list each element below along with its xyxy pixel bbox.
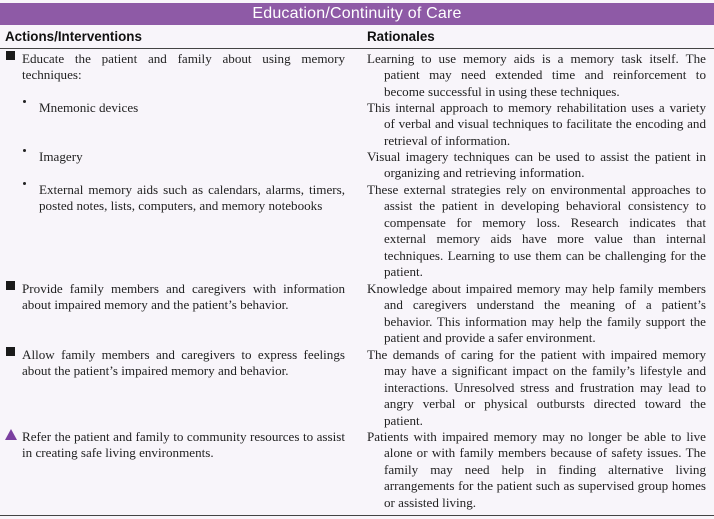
rationales-column-header: Rationales xyxy=(367,29,435,44)
rationale-text: The demands of caring for the patient with impaired memory may have a significant impact on the family’s lifestyle and interactions. Unresolved stress and frustration may lead to angry verbal or physical outbursts directed toward the patient. xyxy=(367,347,706,428)
action-item xyxy=(0,347,345,380)
rationale-text: These external strategies rely on environmental approaches to assist the patient in developing behavioral consistency to compensate for memory loss. Research indicates that external memory aids have more value than internal techniques. Learning to use them can be challenging for the patient. xyxy=(367,182,706,280)
action-text: Allow family members and caregivers to express feelings about the patient’s impaired memory and behavior. xyxy=(22,347,345,379)
section-title-bar xyxy=(0,3,714,25)
action-item xyxy=(0,429,345,462)
action-subitem xyxy=(0,149,345,165)
bottom-divider xyxy=(0,515,714,516)
rationale-text: Knowledge about impaired memory may help family members and caregivers understand the meaning of a patient’s behavior. This information may help the family support the patient and provide a safer environment. xyxy=(367,281,706,346)
action-item xyxy=(0,51,345,84)
action-text: Refer the patient and family to community resources to assist in creating safe living environments. xyxy=(22,429,345,461)
rationale-text: Visual imagery techniques can be used to assist the patient in organizing and retrieving information. xyxy=(367,149,706,181)
rationale-text: Patients with impaired memory may no longer be able to live alone or with family members because of safety issues. The family may need help in finding alternative living arrangements for the patient such as supervised group homes or assisted living. xyxy=(367,429,706,510)
action-subitem xyxy=(0,100,345,116)
square-bullet-icon xyxy=(6,51,15,60)
section-title: Education/Continuity of Care xyxy=(252,5,462,22)
dot-bullet-icon xyxy=(23,182,26,185)
square-bullet-icon xyxy=(6,347,15,356)
action-text: Imagery xyxy=(39,149,83,164)
actions-column-header: Actions/Interventions xyxy=(5,29,142,44)
action-text: Educate the patient and family about using memory techniques: xyxy=(22,51,345,83)
dot-bullet-icon xyxy=(23,100,26,103)
rationale-text: Learning to use memory aids is a memory task itself. The patient may need extended time and reinforcement to become successful in using these techniques. xyxy=(367,51,706,99)
action-subitem xyxy=(0,182,345,215)
header-divider xyxy=(0,48,714,49)
action-text: External memory aids such as calendars, alarms, timers, posted notes, lists, computers, and memory notebooks xyxy=(39,182,345,214)
square-bullet-icon xyxy=(6,281,15,290)
action-text: Mnemonic devices xyxy=(39,100,139,115)
rationale-text: This internal approach to memory rehabilitation uses a variety of verbal and visual techniques to facilitate the encoding and retrieval of information. xyxy=(367,100,706,148)
action-text: Provide family members and caregivers with information about impaired memory and the patient’s behavior. xyxy=(22,281,345,313)
triangle-bullet-icon xyxy=(5,429,17,440)
action-item xyxy=(0,281,345,314)
dot-bullet-icon xyxy=(23,149,26,152)
